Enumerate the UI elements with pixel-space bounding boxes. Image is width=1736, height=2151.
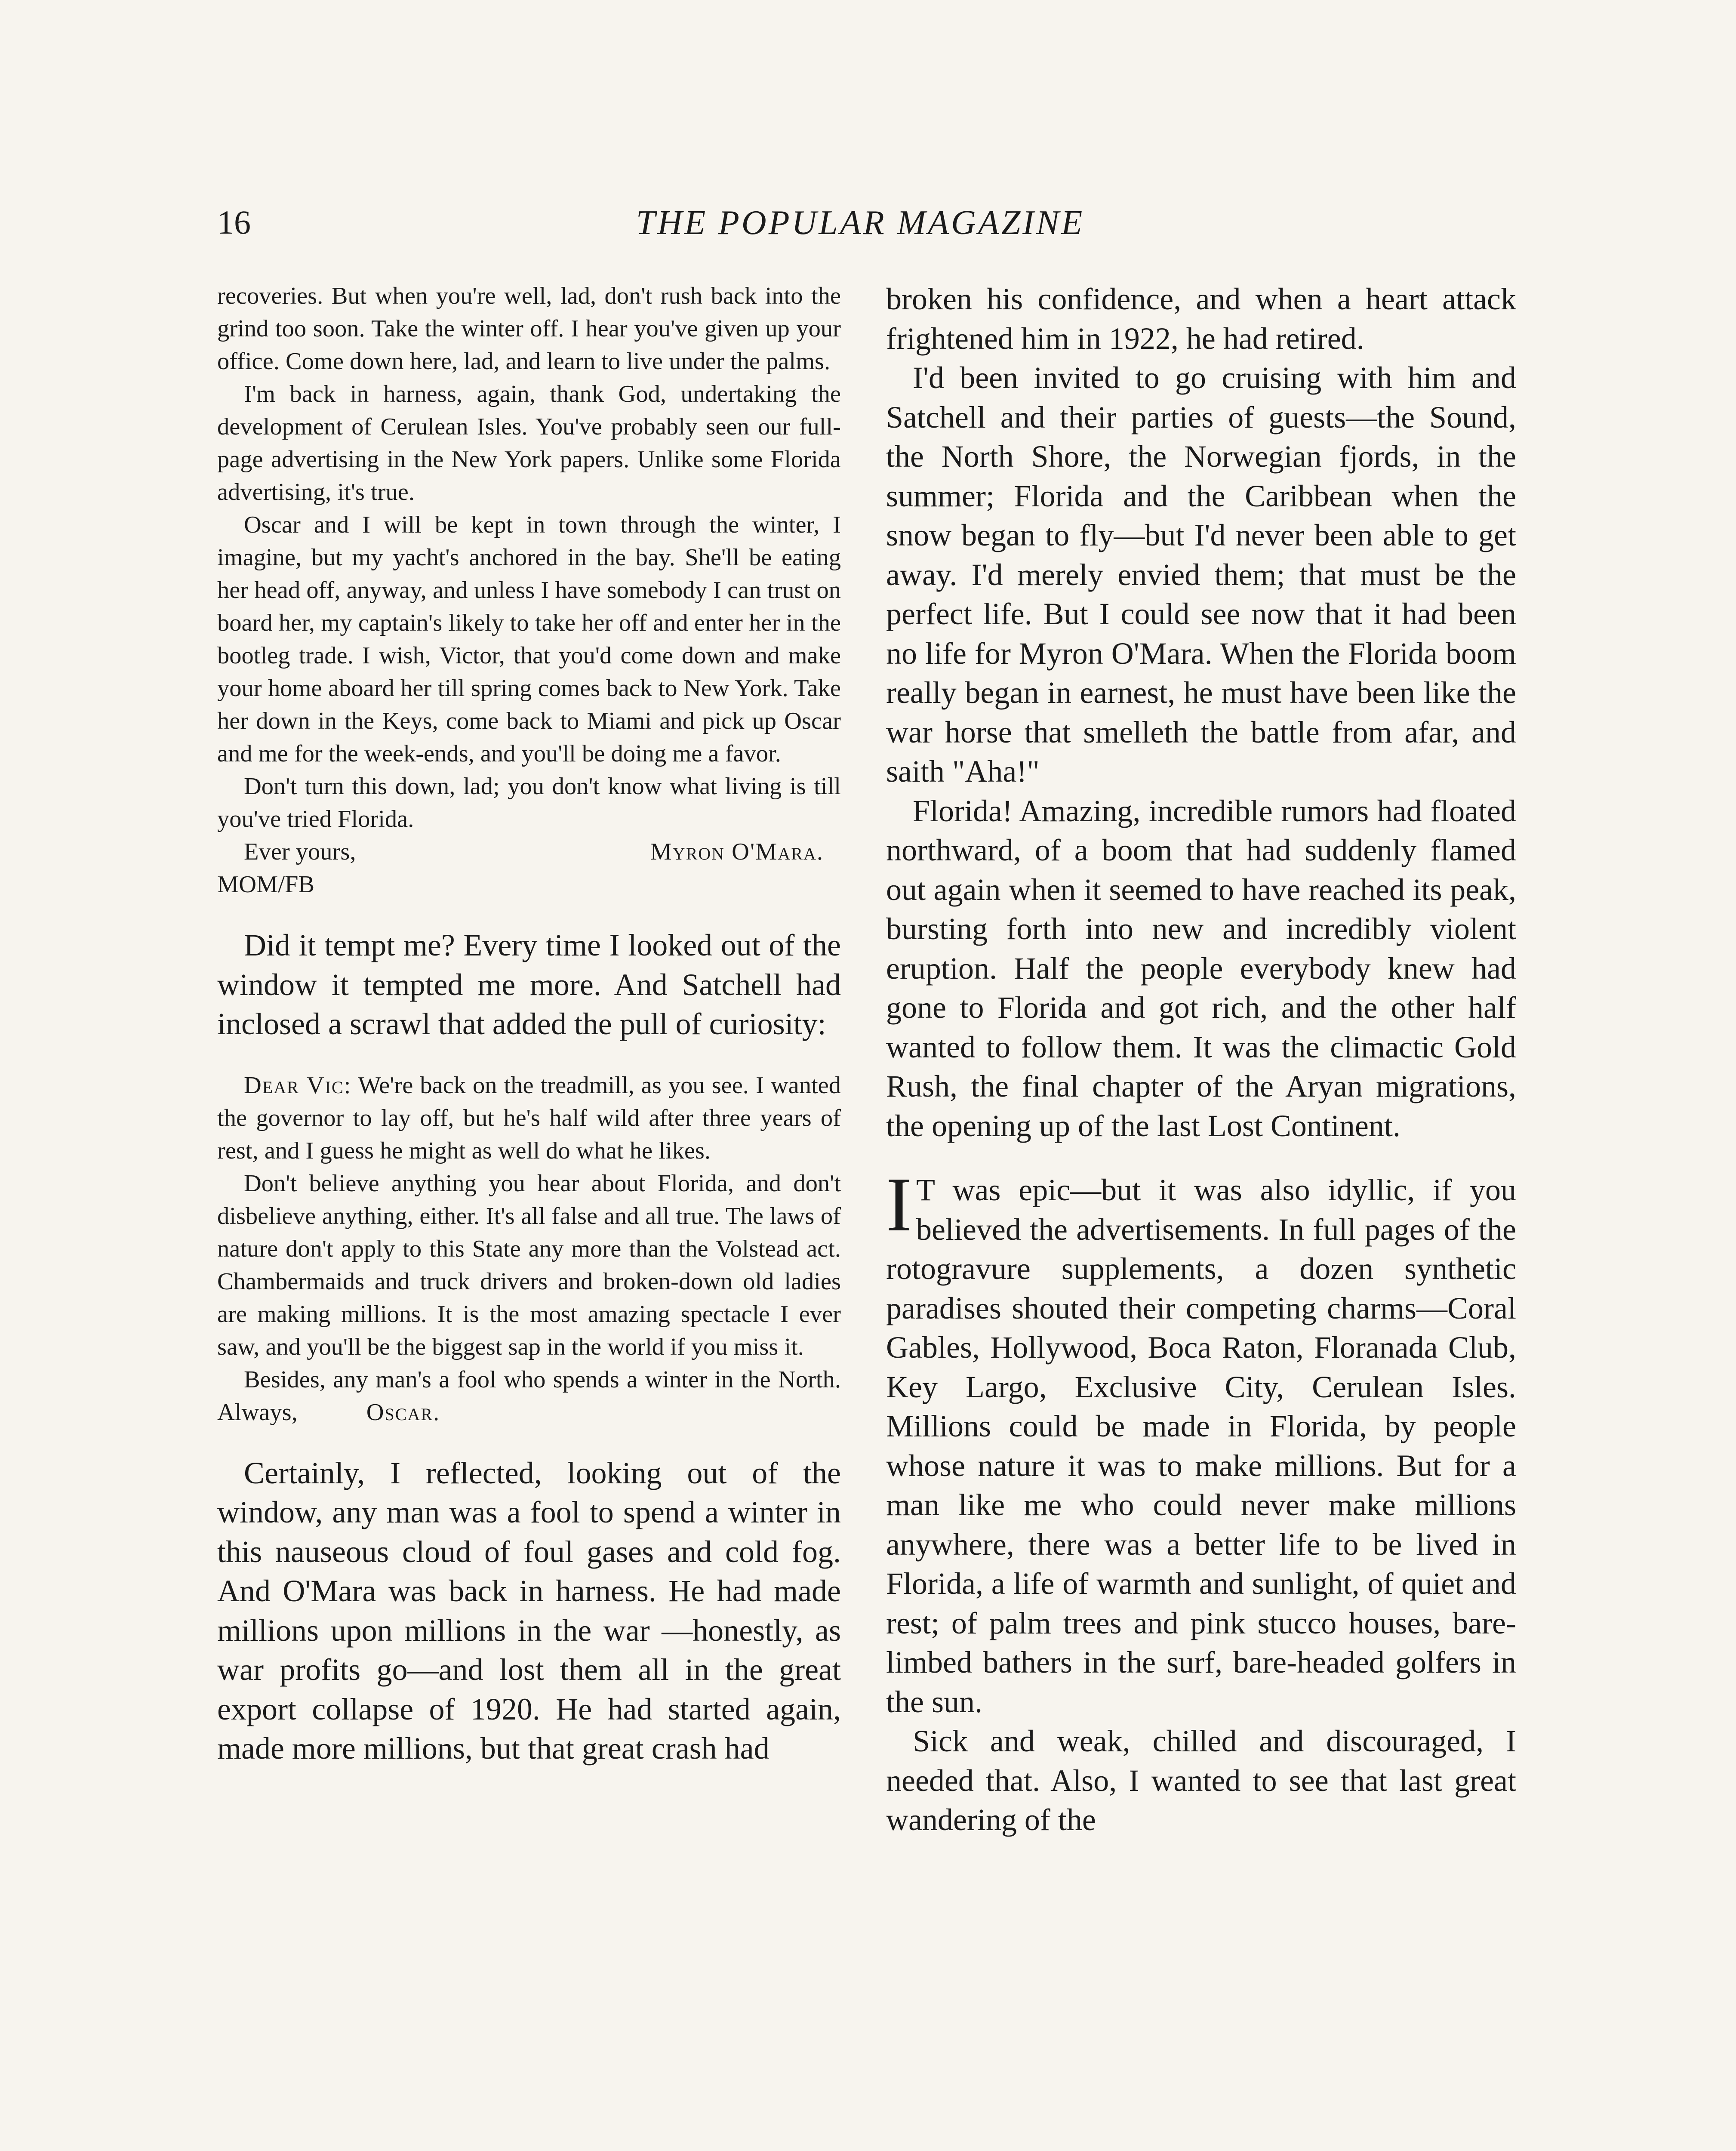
letter-signoff bbox=[217, 835, 841, 868]
letter-paragraph: Don't believe anything you hear about Florida, and don't disbelieve anything, either. It's all false and all true. The laws of nature don't apply to this State any more than the Volstead act. Chambermaids and truck drivers and broken-down old ladies are making millions. It is the most amazing spectacle I ever saw, and you'll be the biggest sap in the world if you miss it. bbox=[217, 1170, 841, 1360]
letter-paragraph: recoveries. But when you're well, lad, don't rush back into the grind too soon. Take the winter off. I hear you've given up your office. Come down here, lad, and learn to live under the palms. bbox=[217, 283, 841, 375]
body-paragraph: broken his confidence, and when a heart attack frightened him in 1922, he had retired. bbox=[886, 282, 1516, 356]
body-paragraph: I'd been invited to go cruising with him and Satchell and their parties of guests—the Sound, the North Shore, the Norwegian fjords, in the summer; Florida and the Caribbean when the snow began to fly—but I'd never been able to get away. I'd merely envied them; that must be the perfect life. But I could see now that it had been no life for Myron O'Mara. When the Florida boom really began in earnest, he must have been like the war horse that smelleth the battle from afar, and saith "Aha!" bbox=[886, 361, 1516, 789]
satchell-letter bbox=[217, 1069, 841, 1429]
letter-signature: Oscar. bbox=[366, 1399, 440, 1426]
letter-signature: Myron O'Mara. bbox=[650, 838, 824, 865]
drop-cap-paragraph-text: T was epic—but it was also idyllic, if you believed the advertisements. In full pages of the rotogravure supplements, a dozen synthetic paradises shouted their competing charms—Coral Gables, Hollywood, Boca Raton, Floranada Club, Key Largo, Exclusive City, Cerulean Isles. Millions could be made in Florida, by people whose nature it was to make millions. But for a man like me who could never make millions anywhere, there was a better life to be lived in Florida, a life of warmth and sunlight, of quiet and rest; of palm trees and pink stucco houses, bare-limbed bathers in the surf, bare-headed golfers in the sun. bbox=[886, 1173, 1516, 1719]
body-paragraph: Certainly, I reflected, looking out of the window, any man was a fool to spend a winter in this nauseous cloud of foul gases and cold fog. And O'Mara was back in harness. He had made millions upon millions in the war —honestly, as war profits go—and lost them all in the great export collapse of 1920. He had started again, made more millions, but that great crash had bbox=[217, 1455, 841, 1766]
page-number: 16 bbox=[217, 203, 251, 241]
letter-closing: Ever yours, bbox=[244, 838, 356, 865]
running-title: THE POPULAR MAGAZINE bbox=[636, 204, 1085, 242]
right-column bbox=[886, 280, 1516, 1840]
letter-paragraph: Oscar and I will be kept in town through the winter, I imagine, but my yacht's anchored in the bay. She'll be eating her head off, anyway, and unless I have somebody I can trust on board her, my captain's likely to take her off and enter her in the bootleg trade. I wish, Victor, that you'd come down and make your home aboard her till spring comes back to New York. Take her down in the Keys, come back to Miami and pick up Oscar and me for the week-ends, and you'll be doing me a favor. bbox=[217, 512, 841, 767]
letter-initials: MOM/FB bbox=[217, 871, 315, 898]
letter-paragraph: Don't turn this down, lad; you don't know what living is till you've tried Florida. bbox=[217, 773, 841, 832]
letter-paragraph: We're back on the treadmill, as you see. I wanted the governor to lay off, but he's half wild after three years of rest, and I guess he might as well do what he likes. bbox=[217, 1072, 841, 1164]
left-column bbox=[217, 280, 841, 1769]
section-opening-paragraph bbox=[886, 1162, 1516, 1722]
omara-letter bbox=[217, 280, 841, 901]
body-paragraph: Sick and weak, chilled and discouraged, I needed that. Also, I wanted to see that last great wandering of the bbox=[886, 1724, 1516, 1837]
letter-salutation: Dear Vic: bbox=[244, 1072, 352, 1099]
letter-paragraph: Besides, any man's a fool who spends a winter in the North. Always, bbox=[217, 1366, 841, 1426]
body-paragraph: Florida! Amazing, incredible rumors had floated northward, of a boom that had suddenly flamed out again when it seemed to have reached its peak, bursting forth into new and incredibly violent eruption. Half the people everybody knew had gone to Florida and got rich, and the other half wanted to follow them. It was the climactic Gold Rush, the final chapter of the Aryan migrations, the opening up of the last Lost Continent. bbox=[886, 793, 1516, 1143]
letter-paragraph: I'm back in harness, again, thank God, undertaking the development of Cerulean Isles. You've probably seen our full-page advertising in the New York papers. Unlike some Florida advertising, it's true. bbox=[217, 381, 841, 505]
drop-cap: I bbox=[886, 1162, 912, 1247]
body-paragraph: Did it tempt me? Every time I looked out of the window it tempted me more. And Satchell had inclosed a scrawl that added the pull of curiosity: bbox=[217, 928, 841, 1041]
